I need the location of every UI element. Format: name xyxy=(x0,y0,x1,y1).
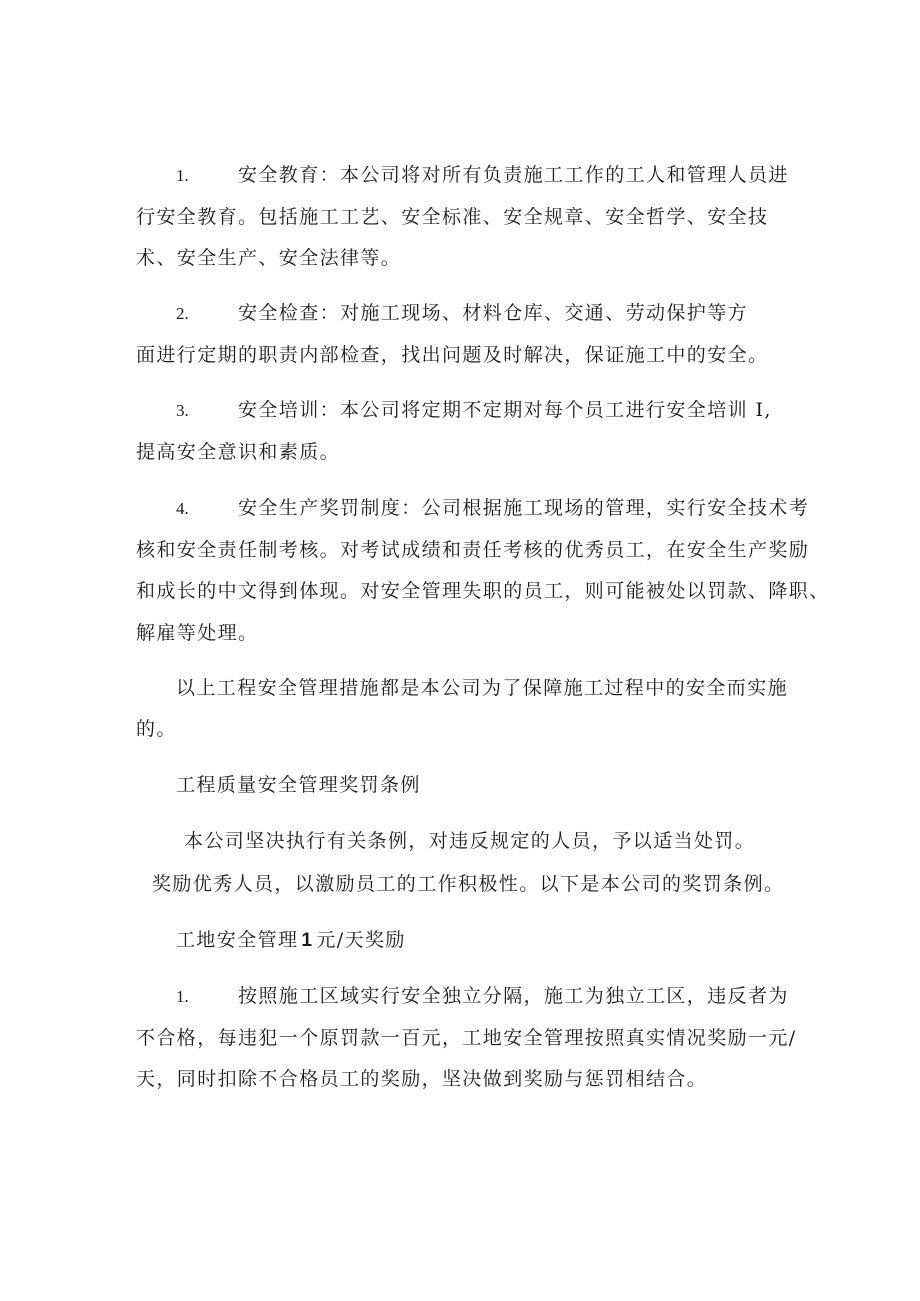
section-2-item-line-1: 按照施工区域实行安全独立分隔，施工为独立工区，违反者为 xyxy=(238,985,789,1007)
section-2-title-suffix: 元/天奖励 xyxy=(316,929,406,951)
item-2-line-1: 安全检查：对施工现场、材料仓库、交通、劳动保护等方 xyxy=(238,302,749,324)
section-2-item-line-2: 不合格，每违犯一个原罚款一百元，工地安全管理按照真实情况奖励一元/ xyxy=(136,1027,797,1049)
item-1-line-3: 术、安全生产、安全法律等。 xyxy=(136,247,402,269)
item-3-line-1: 安全培训：本公司将定期不定期对每个员工进行安全培训 I, xyxy=(238,399,772,421)
item-4-line-2: 核和安全责任制考核。对考试成绩和责任考核的优秀员工，在安全生产奖励 xyxy=(136,539,810,561)
item-3-number: 3. xyxy=(176,401,189,420)
section-1-title: 工程质量安全管理奖罚条例 xyxy=(176,774,421,796)
section-1-line-2: 奖励优秀人员，以激励员工的工作积极性。以下是本公司的奖罚条例。 xyxy=(152,873,785,895)
item-4-line-1: 安全生产奖罚制度：公司根据施工现场的管理，实行安全技术考 xyxy=(238,497,810,519)
section-2-item-number: 1. xyxy=(176,987,189,1006)
summary-line-2: 的。 xyxy=(136,718,177,740)
section-2-title xyxy=(176,928,406,953)
item-1-line-1: 安全教育：本公司将对所有负责施工工作的工人和管理人员进 xyxy=(238,164,789,186)
item-1-number: 1. xyxy=(176,166,189,185)
item-2-number: 2. xyxy=(176,304,189,323)
section-2-title-number: 1 xyxy=(301,930,314,951)
section-1-line-1: 本公司坚决执行有关条例，对违反规定的人员，予以适当处罚。 xyxy=(184,830,756,852)
section-2-title-prefix: 工地安全管理 xyxy=(176,929,299,951)
summary-line-1: 以上工程安全管理措施都是本公司为了保障施工过程中的安全而实施 xyxy=(176,677,789,699)
section-2-item-line-3: 天，同时扣除不合格员工的奖励，坚决做到奖励与惩罚相结合。 xyxy=(136,1068,708,1090)
item-4-line-4: 解雇等处理。 xyxy=(136,622,259,644)
item-1-line-2: 行安全教育。包括施工工艺、安全标准、安全规章、安全哲学、安全技 xyxy=(136,206,769,228)
item-4-line-3: 和成长的中文得到体现。对安全管理失职的员工，则可能被处以罚款、降职、 xyxy=(136,580,830,602)
item-3-line-2: 提高安全意识和素质。 xyxy=(136,441,341,463)
item-2-line-2: 面进行定期的职责内部检查，找出问题及时解决，保证施工中的安全。 xyxy=(136,344,769,366)
item-4-number: 4. xyxy=(176,499,189,518)
